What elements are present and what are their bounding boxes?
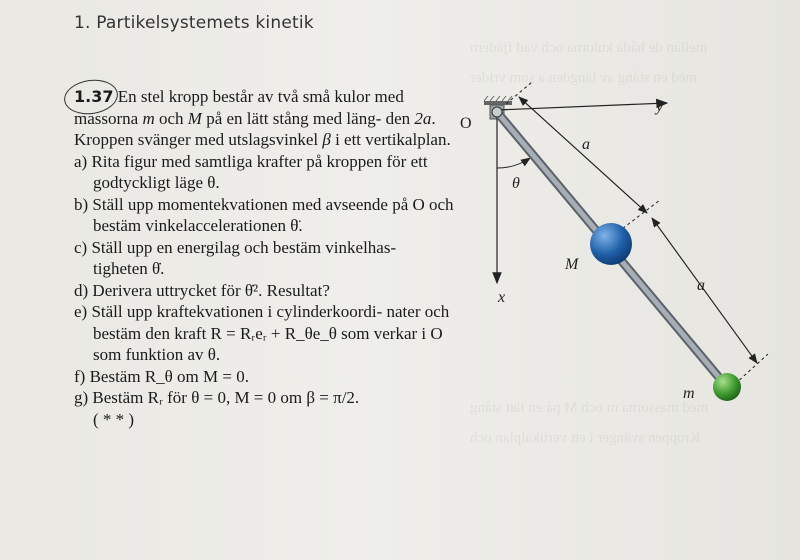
page-header: 1. Partikelsystemets kinetik — [74, 13, 314, 33]
label-x: x — [498, 289, 506, 306]
label-origin: O — [460, 115, 472, 132]
difficulty-marker: ( * * ) — [93, 409, 135, 429]
subquestion-f: f) Bestäm R_θ om M = 0. — [74, 366, 249, 386]
problem-intro: 1.37 En stel kropp består av två små kulor med massorna m och M på en lätt stång med läng- den 2a. Kroppen svänger med utslagsvinkel β i ett vertikalplan. — [74, 86, 454, 151]
subquestion-c: c) Ställ upp en energilag och bestäm vinkelhas- tigheten θ̇. — [74, 237, 397, 278]
subquestion-e: e) Ställ upp kraftekvationen i cylinderkoordi- nater och bestäm den kraft R = Rᵣeᵣ + R_θe_θ som verkar i O som funktion av θ. — [74, 302, 450, 364]
dimension-lines — [506, 82, 768, 384]
label-m: m — [683, 385, 695, 402]
subquestion-a: a) Rita figur med samtliga krafter på kroppen för ett godtyckligt läge θ. — [74, 151, 428, 192]
label-a-upper: a — [582, 136, 590, 153]
label-theta: θ — [512, 175, 520, 192]
angle-arc — [497, 158, 530, 168]
small-ball-m — [713, 373, 741, 401]
pivot-pin — [492, 107, 502, 117]
big-ball-M — [590, 223, 632, 265]
label-y: y — [656, 98, 664, 115]
subquestion-b: b) Ställ upp momentekvationen med avseende på O och bestäm vinkelaccelerationen θ̈. — [74, 194, 454, 235]
label-a-lower: a — [697, 277, 705, 294]
label-M: M — [565, 256, 579, 273]
problem-number: 1.37 — [74, 87, 113, 106]
y-axis — [497, 103, 667, 110]
subquestion-d: d) Derivera uttrycket för θ̇². Resultat? — [74, 280, 330, 300]
subquestion-g: g) Bestäm Rᵣ för θ = 0, M = 0 om β = π/2. — [74, 388, 360, 407]
